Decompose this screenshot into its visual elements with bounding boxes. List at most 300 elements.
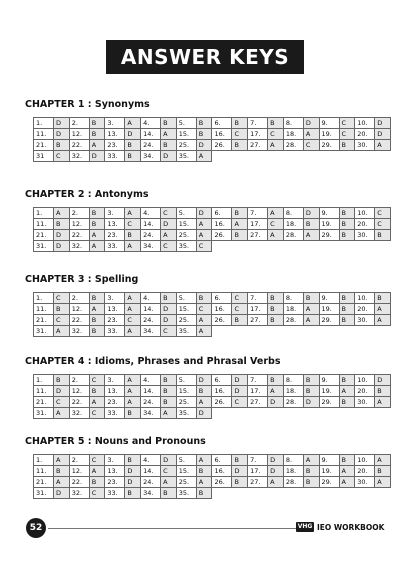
- question-number: 16.: [212, 129, 232, 140]
- footer-brand: [296, 522, 384, 532]
- answer-letter: A: [303, 455, 319, 466]
- answer-letter: A: [375, 315, 391, 326]
- answer-letter: A: [196, 151, 212, 162]
- answer-letter: D: [54, 386, 70, 397]
- question-number: 15.: [176, 219, 196, 230]
- answer-letter: A: [125, 118, 141, 129]
- answer-letter: A: [303, 304, 319, 315]
- empty-cell: [319, 151, 339, 162]
- question-number: 26.: [212, 140, 232, 151]
- answer-letter: A: [54, 455, 70, 466]
- question-number: 9.: [319, 293, 339, 304]
- answer-letter: C: [375, 208, 391, 219]
- question-number: 2.: [69, 375, 89, 386]
- answer-row: [34, 408, 391, 419]
- question-number: 27.: [248, 140, 268, 151]
- answer-letter: A: [268, 208, 284, 219]
- answer-letter: B: [268, 315, 284, 326]
- question-number: 33.: [105, 408, 125, 419]
- chapter-2-section: [22, 189, 391, 252]
- question-number: 32.: [69, 488, 89, 499]
- question-number: 25.: [176, 477, 196, 488]
- answer-letter: C: [89, 408, 105, 419]
- chapter-5-section: [22, 436, 391, 499]
- answer-letter: B: [125, 488, 141, 499]
- question-number: 10.: [355, 293, 375, 304]
- empty-cell: [212, 408, 232, 419]
- answer-letter: A: [268, 477, 284, 488]
- answer-letter: B: [196, 129, 212, 140]
- empty-cell: [248, 326, 268, 337]
- empty-cell: [355, 488, 375, 499]
- answer-letter: A: [339, 386, 355, 397]
- empty-cell: [375, 241, 391, 252]
- question-number: 33.: [105, 326, 125, 337]
- answer-letter: C: [232, 129, 248, 140]
- answer-letter: D: [232, 466, 248, 477]
- question-number: 26.: [212, 230, 232, 241]
- question-number: 31.: [34, 408, 54, 419]
- answer-letter: A: [161, 408, 177, 419]
- question-number: 20.: [355, 129, 375, 140]
- answer-letter: C: [161, 208, 177, 219]
- empty-cell: [303, 151, 319, 162]
- question-number: 23.: [105, 397, 125, 408]
- answer-letter: B: [89, 326, 105, 337]
- answer-table: [33, 292, 391, 337]
- answer-letter: D: [375, 129, 391, 140]
- question-number: 19.: [319, 129, 339, 140]
- answer-letter: C: [232, 304, 248, 315]
- answer-letter: B: [232, 140, 248, 151]
- answer-letter: A: [54, 208, 70, 219]
- question-number: 2.: [69, 208, 89, 219]
- answer-row: [34, 140, 391, 151]
- question-number: 3.: [105, 293, 125, 304]
- question-number: 30.: [355, 315, 375, 326]
- answer-letter: B: [339, 293, 355, 304]
- question-number: 21.: [34, 477, 54, 488]
- question-number: 14.: [141, 219, 161, 230]
- question-number: 14.: [141, 129, 161, 140]
- answer-letter: C: [161, 241, 177, 252]
- answer-letter: A: [54, 477, 70, 488]
- question-number: 19.: [319, 219, 339, 230]
- answer-letter: B: [54, 219, 70, 230]
- question-number: 35.: [176, 326, 196, 337]
- answer-letter: B: [232, 455, 248, 466]
- empty-cell: [303, 488, 319, 499]
- question-number: 18.: [283, 304, 303, 315]
- answer-letter: B: [268, 293, 284, 304]
- answer-letter: D: [125, 466, 141, 477]
- answer-letter: C: [375, 219, 391, 230]
- answer-row: [34, 230, 391, 241]
- question-number: 28.: [283, 230, 303, 241]
- question-number: 18.: [283, 129, 303, 140]
- chapter-1-section: [22, 99, 391, 162]
- empty-cell: [375, 326, 391, 337]
- answer-letter: A: [196, 455, 212, 466]
- question-number: 29.: [319, 477, 339, 488]
- answer-letter: B: [161, 375, 177, 386]
- empty-cell: [375, 408, 391, 419]
- question-number: 29.: [319, 140, 339, 151]
- answer-row: [34, 326, 391, 337]
- chapter-title: CHAPTER 1 : Synonyms: [25, 99, 150, 110]
- empty-cell: [319, 488, 339, 499]
- question-number: 17.: [248, 466, 268, 477]
- question-number: 17.: [248, 219, 268, 230]
- answer-letter: B: [196, 466, 212, 477]
- answer-letter: B: [89, 208, 105, 219]
- answer-letter: A: [89, 304, 105, 315]
- answer-letter: A: [268, 230, 284, 241]
- question-number: 22.: [69, 315, 89, 326]
- answer-letter: B: [232, 208, 248, 219]
- answer-letter: A: [125, 397, 141, 408]
- empty-cell: [268, 488, 284, 499]
- answer-letter: C: [232, 293, 248, 304]
- empty-cell: [339, 151, 355, 162]
- chapter-4-section: [22, 356, 391, 419]
- answer-letter: D: [196, 208, 212, 219]
- question-number: 33.: [105, 241, 125, 252]
- answer-letter: B: [89, 219, 105, 230]
- answer-letter: B: [232, 230, 248, 241]
- answer-letter: A: [161, 230, 177, 241]
- answer-table: [33, 454, 391, 499]
- answer-letter: B: [339, 315, 355, 326]
- empty-cell: [212, 241, 232, 252]
- answer-letter: B: [196, 118, 212, 129]
- question-number: 20.: [355, 466, 375, 477]
- question-number: 27.: [248, 397, 268, 408]
- empty-cell: [375, 488, 391, 499]
- answer-letter: C: [54, 293, 70, 304]
- answer-letter: A: [125, 326, 141, 337]
- answer-letter: D: [54, 230, 70, 241]
- question-number: 1.: [34, 375, 54, 386]
- answer-letter: C: [268, 129, 284, 140]
- answer-letter: A: [161, 477, 177, 488]
- question-number: 13.: [105, 219, 125, 230]
- answer-row: [34, 151, 391, 162]
- question-number: 23.: [105, 140, 125, 151]
- answer-letter: B: [54, 466, 70, 477]
- answer-letter: D: [196, 408, 212, 419]
- answer-letter: B: [125, 151, 141, 162]
- question-number: 13.: [105, 304, 125, 315]
- answer-row: [34, 219, 391, 230]
- answer-letter: A: [268, 140, 284, 151]
- empty-cell: [232, 488, 248, 499]
- answer-letter: C: [89, 455, 105, 466]
- question-number: 20.: [355, 219, 375, 230]
- question-number: 14.: [141, 466, 161, 477]
- answer-row: [34, 466, 391, 477]
- answer-letter: B: [89, 129, 105, 140]
- question-number: 26.: [212, 477, 232, 488]
- answer-letter: C: [161, 326, 177, 337]
- answer-row: [34, 241, 391, 252]
- question-number: 34.: [141, 488, 161, 499]
- question-number: 5.: [176, 455, 196, 466]
- answer-letter: A: [89, 241, 105, 252]
- question-number: 6.: [212, 293, 232, 304]
- question-number: 6.: [212, 455, 232, 466]
- question-number: 23.: [105, 315, 125, 326]
- question-number: 31.: [34, 488, 54, 499]
- question-number: 34.: [141, 326, 161, 337]
- question-number: 6.: [212, 118, 232, 129]
- question-number: 29.: [319, 397, 339, 408]
- question-number: 4.: [141, 293, 161, 304]
- answer-row: [34, 386, 391, 397]
- answer-letter: D: [161, 304, 177, 315]
- question-number: 25.: [176, 230, 196, 241]
- answer-letter: C: [339, 118, 355, 129]
- answer-letter: C: [89, 488, 105, 499]
- answer-letter: D: [232, 386, 248, 397]
- question-number: 5.: [176, 208, 196, 219]
- answer-letter: B: [54, 304, 70, 315]
- question-number: 35.: [176, 408, 196, 419]
- question-number: 31.: [34, 241, 54, 252]
- question-number: 11.: [34, 466, 54, 477]
- answer-letter: C: [232, 397, 248, 408]
- answer-letter: B: [232, 315, 248, 326]
- answer-letter: B: [161, 140, 177, 151]
- answer-letter: B: [161, 488, 177, 499]
- answer-letter: A: [196, 219, 212, 230]
- question-number: 31: [34, 151, 54, 162]
- empty-cell: [339, 408, 355, 419]
- answer-letter: B: [303, 293, 319, 304]
- question-number: 2.: [69, 455, 89, 466]
- answer-row: [34, 455, 391, 466]
- question-number: 11.: [34, 304, 54, 315]
- answer-letter: A: [125, 293, 141, 304]
- answer-table: [33, 117, 391, 162]
- answer-row: [34, 304, 391, 315]
- answer-row: [34, 315, 391, 326]
- answer-row: [34, 375, 391, 386]
- question-number: 12.: [69, 386, 89, 397]
- question-number: 20.: [355, 386, 375, 397]
- question-number: 5.: [176, 118, 196, 129]
- answer-letter: B: [161, 386, 177, 397]
- answer-row: [34, 293, 391, 304]
- question-number: 9.: [319, 208, 339, 219]
- answer-letter: A: [89, 397, 105, 408]
- answer-letter: A: [375, 455, 391, 466]
- empty-cell: [355, 151, 375, 162]
- answer-letter: A: [54, 326, 70, 337]
- question-number: 7.: [248, 455, 268, 466]
- question-number: 3.: [105, 118, 125, 129]
- answer-letter: D: [268, 455, 284, 466]
- answer-letter: D: [268, 466, 284, 477]
- answer-letter: A: [196, 315, 212, 326]
- empty-cell: [268, 241, 284, 252]
- answer-row: [34, 488, 391, 499]
- empty-cell: [268, 151, 284, 162]
- answer-row: [34, 208, 391, 219]
- answer-letter: B: [339, 455, 355, 466]
- empty-cell: [283, 326, 303, 337]
- empty-cell: [355, 408, 375, 419]
- answer-letter: A: [232, 219, 248, 230]
- answer-letter: A: [89, 466, 105, 477]
- question-number: 13.: [105, 129, 125, 140]
- question-number: 30.: [355, 397, 375, 408]
- empty-cell: [319, 408, 339, 419]
- answer-letter: B: [125, 230, 141, 241]
- answer-letter: C: [125, 315, 141, 326]
- question-number: 17.: [248, 304, 268, 315]
- answer-letter: B: [303, 466, 319, 477]
- answer-letter: B: [196, 386, 212, 397]
- answer-letter: B: [89, 477, 105, 488]
- answer-letter: A: [339, 477, 355, 488]
- answer-letter: D: [161, 315, 177, 326]
- answer-letter: A: [196, 397, 212, 408]
- question-number: 21.: [34, 397, 54, 408]
- question-number: 1.: [34, 293, 54, 304]
- question-number: 30.: [355, 477, 375, 488]
- question-number: 22.: [69, 230, 89, 241]
- question-number: 10.: [355, 208, 375, 219]
- answer-letter: D: [303, 208, 319, 219]
- empty-cell: [248, 488, 268, 499]
- question-number: 35.: [176, 151, 196, 162]
- empty-cell: [268, 326, 284, 337]
- empty-cell: [303, 326, 319, 337]
- question-number: 2.: [69, 118, 89, 129]
- question-number: 21.: [34, 140, 54, 151]
- answer-letter: B: [303, 477, 319, 488]
- answer-letter: B: [375, 230, 391, 241]
- answer-letter: B: [89, 315, 105, 326]
- empty-cell: [355, 326, 375, 337]
- answer-letter: C: [54, 315, 70, 326]
- answer-letter: B: [232, 118, 248, 129]
- answer-letter: B: [232, 477, 248, 488]
- question-number: 11.: [34, 219, 54, 230]
- question-number: 1.: [34, 208, 54, 219]
- question-number: 25.: [176, 397, 196, 408]
- answer-letter: A: [125, 375, 141, 386]
- question-number: 12.: [69, 219, 89, 230]
- question-number: 3.: [105, 375, 125, 386]
- question-number: 27.: [248, 477, 268, 488]
- empty-cell: [248, 241, 268, 252]
- question-number: 16.: [212, 386, 232, 397]
- empty-cell: [283, 408, 303, 419]
- question-number: 14.: [141, 386, 161, 397]
- answer-letter: B: [339, 304, 355, 315]
- answer-letter: A: [268, 386, 284, 397]
- empty-cell: [319, 241, 339, 252]
- question-number: 8.: [283, 293, 303, 304]
- answer-letter: B: [196, 488, 212, 499]
- question-number: 16.: [212, 466, 232, 477]
- answer-letter: A: [303, 230, 319, 241]
- question-number: 11.: [34, 129, 54, 140]
- question-number: 30.: [355, 230, 375, 241]
- question-number: 18.: [283, 466, 303, 477]
- answer-letter: B: [375, 386, 391, 397]
- question-number: 9.: [319, 118, 339, 129]
- chapter-title: CHAPTER 3 : Spelling: [25, 274, 139, 285]
- question-number: 29.: [319, 230, 339, 241]
- question-number: 18.: [283, 386, 303, 397]
- publisher-logo: VHG: [297, 523, 313, 530]
- chapter-title: CHAPTER 4 : Idioms, Phrases and Phrasal Verbs: [25, 356, 281, 367]
- answer-letter: D: [54, 118, 70, 129]
- question-number: 33.: [105, 488, 125, 499]
- answer-letter: D: [303, 118, 319, 129]
- empty-cell: [212, 488, 232, 499]
- answer-letter: A: [196, 477, 212, 488]
- answer-letter: B: [161, 397, 177, 408]
- question-number: 15.: [176, 129, 196, 140]
- question-number: 8.: [283, 455, 303, 466]
- answer-letter: D: [268, 397, 284, 408]
- answer-letter: B: [125, 408, 141, 419]
- question-number: 12.: [69, 304, 89, 315]
- answer-letter: D: [161, 455, 177, 466]
- answer-letter: A: [196, 230, 212, 241]
- answer-letter: C: [125, 219, 141, 230]
- answer-letter: D: [125, 477, 141, 488]
- answer-table: [33, 374, 391, 419]
- answer-letter: B: [339, 219, 355, 230]
- question-number: 26.: [212, 315, 232, 326]
- answer-letter: D: [196, 375, 212, 386]
- question-number: 16.: [212, 219, 232, 230]
- answer-letter: D: [54, 129, 70, 140]
- question-number: 24.: [141, 140, 161, 151]
- answer-letter: A: [161, 129, 177, 140]
- question-number: 17.: [248, 386, 268, 397]
- answer-letter: C: [303, 140, 319, 151]
- answer-letter: C: [89, 375, 105, 386]
- answer-letter: A: [125, 386, 141, 397]
- question-number: 19.: [319, 386, 339, 397]
- question-number: 13.: [105, 466, 125, 477]
- answer-letter: D: [303, 397, 319, 408]
- question-number: 8.: [283, 118, 303, 129]
- question-number: 23.: [105, 230, 125, 241]
- question-number: 13.: [105, 386, 125, 397]
- empty-cell: [283, 151, 303, 162]
- answer-letter: A: [303, 315, 319, 326]
- question-number: 12.: [69, 129, 89, 140]
- answer-letter: B: [339, 397, 355, 408]
- question-number: 26.: [212, 397, 232, 408]
- answer-letter: A: [89, 140, 105, 151]
- question-number: 35.: [176, 488, 196, 499]
- question-number: 15.: [176, 386, 196, 397]
- answer-letter: A: [125, 208, 141, 219]
- page-title: ANSWER KEYS: [106, 40, 304, 74]
- empty-cell: [268, 408, 284, 419]
- question-number: 22.: [69, 140, 89, 151]
- answer-letter: B: [125, 140, 141, 151]
- answer-letter: A: [54, 408, 70, 419]
